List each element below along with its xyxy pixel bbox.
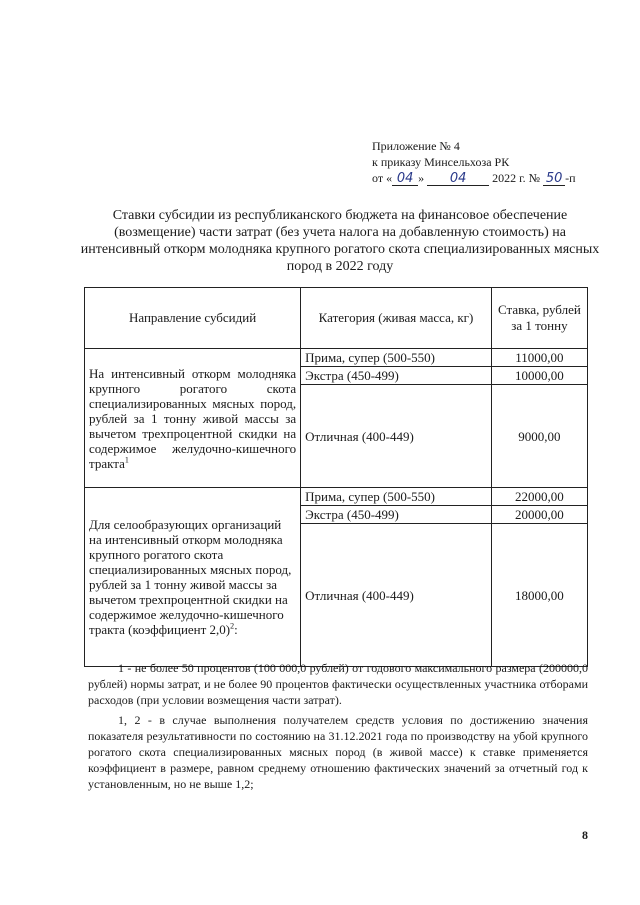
table-header-row [85, 288, 588, 349]
appendix-order-ref: к приказу Минсельхоза РК [372, 155, 510, 169]
handwritten-order-number: 50 [543, 171, 565, 186]
footnote-2: 1, 2 - в случае выполнения получателем средств условия по достижению значения показателя результативности по состоянию на 31.12.2021 года по производству на убой крупного рогатого скота специализированных мясных пород (в живой массе) к ставке применяется коэффициент в размере, равном среднему отношению фактических значений за отчетный год к установленным, но не выше 1,2; [88, 713, 588, 791]
date-prefix: от « [372, 171, 393, 185]
header-category: Категория (живая масса, кг) [301, 288, 492, 349]
rate-cell: 11000,00 [491, 349, 587, 367]
page-number: 8 [582, 828, 588, 842]
direction-text-2: Для селообразующих организаций на интенсивный откорм молодняка крупного рогатого скота специализированных мясных пород, рублей за 1 тонну живой массы за вычетом трехпроцентной скидки на содержимое желудочно-кишечного тракта (коэффициент 2,0) [89, 517, 292, 637]
category-cell: Прима, супер (500-550) [301, 488, 492, 506]
handwritten-day: 04 [392, 171, 418, 186]
category-cell: Отличная (400-449) [301, 524, 492, 667]
header-rate: Ставка, рублей за 1 тонну [491, 288, 587, 349]
year-text: 2022 г. № [492, 171, 541, 185]
direction-cell-2 [85, 488, 301, 667]
header-direction: Направление субсидий [85, 288, 301, 349]
footnote-mark-1: 1 [124, 455, 129, 465]
category-cell: Экстра (450-499) [301, 367, 492, 385]
footnote-1: 1 - не более 50 процентов (100 000,0 рублей) от годового максимального размера (200000,0 рублей) нормы затрат, и не более 90 процентов фактически осуществленных участника отборами расходов (при условии возмещения части затрат). [88, 661, 588, 707]
document-title: Ставки субсидии из республиканского бюджета на финансовое обеспечение (возмещение) части затрат (без учета налога на добавленную стоимость) на интенсивный откорм молодняка крупного рогатого скота специализированных мясных пород в 2022 году [80, 208, 600, 274]
category-cell: Отличная (400-449) [301, 385, 492, 488]
rate-cell: 18000,00 [491, 524, 587, 667]
table-row [85, 349, 588, 367]
rate-cell: 20000,00 [491, 506, 587, 524]
rate-cell: 22000,00 [491, 488, 587, 506]
direction-cell-1 [85, 349, 301, 488]
appendix-header [372, 138, 576, 186]
day-close: » [418, 171, 425, 185]
subsidy-rates-table [84, 287, 588, 667]
appendix-number: Приложение № 4 [372, 139, 460, 153]
category-cell: Прима, супер (500-550) [301, 349, 492, 367]
table-row [85, 488, 588, 506]
direction-end-2: : [234, 622, 238, 637]
handwritten-month: 04 [427, 171, 489, 186]
rate-cell: 10000,00 [491, 367, 587, 385]
rate-cell: 9000,00 [491, 385, 587, 488]
footnotes [88, 660, 588, 796]
direction-text-1: На интенсивный откорм молодняка крупного рогатого скота специализированных мясных пород, рублей за 1 тонну живой массы за вычетом трехпроцентной скидки на содержимое желудочно-кишечного тракта [89, 365, 297, 471]
footnote-mark-2: 2 [230, 621, 235, 631]
category-cell: Экстра (450-499) [301, 506, 492, 524]
number-suffix: -п [565, 171, 576, 185]
appendix-date-line [372, 170, 576, 186]
